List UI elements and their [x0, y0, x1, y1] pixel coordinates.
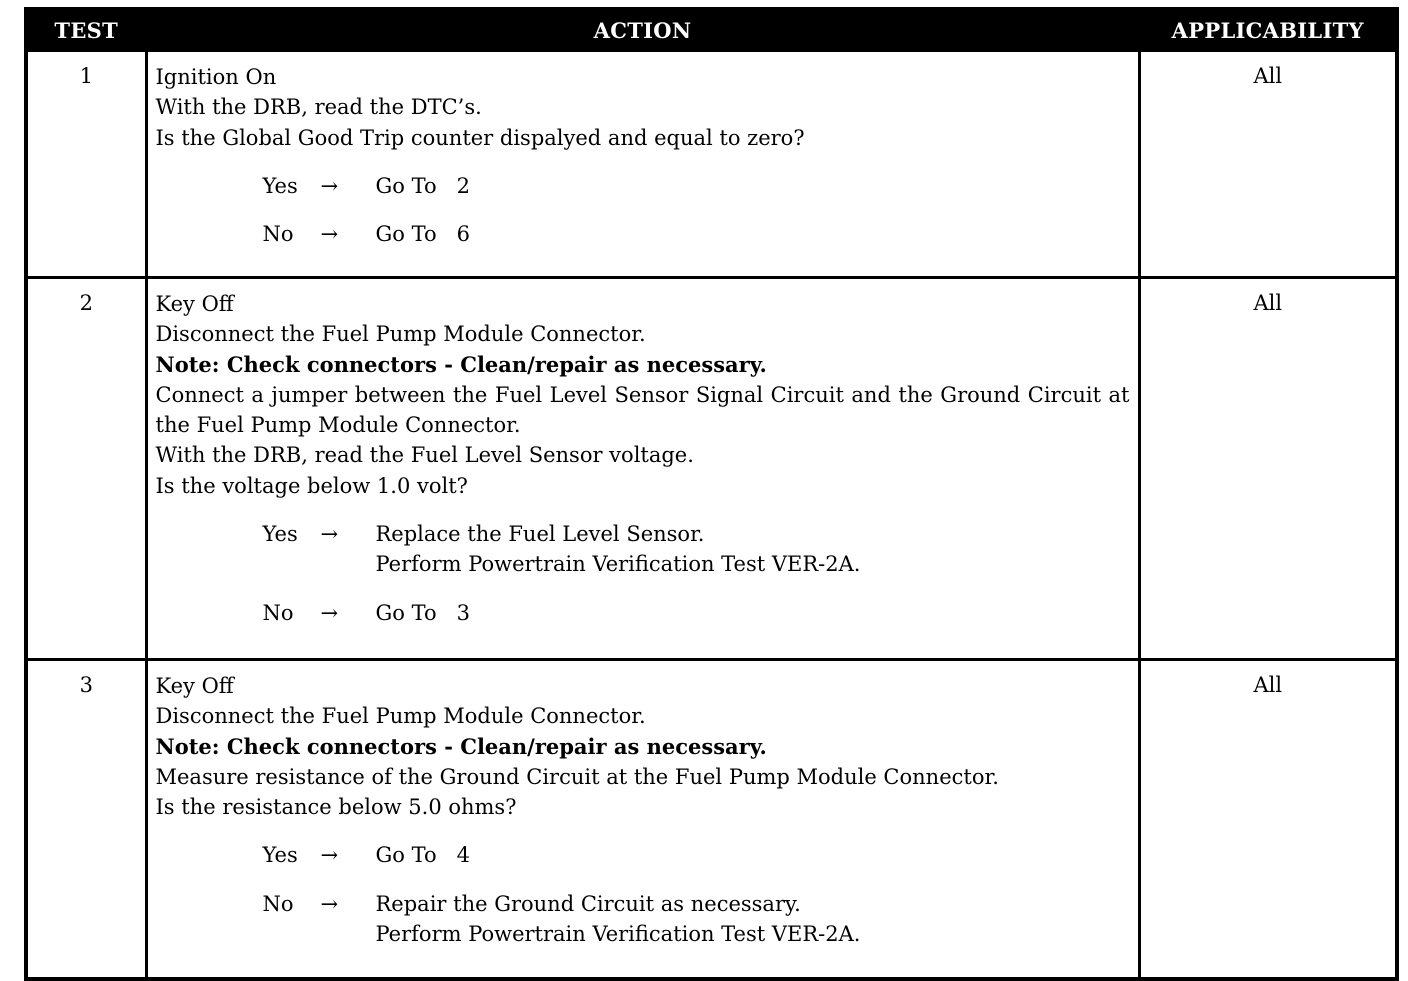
right-arrow-icon: →: [320, 843, 339, 868]
diagnostic-test-table: [24, 7, 1399, 981]
outcome-result: [376, 171, 471, 201]
answer-label: No: [262, 891, 294, 916]
result-line: Repair the Ground Circuit as necessary.: [375, 891, 801, 916]
applicability-value: All: [1139, 278, 1397, 660]
result-line: Go To 2: [375, 173, 470, 198]
outcome-result: [376, 889, 861, 950]
outcomes: [156, 171, 1130, 250]
action-cell: [146, 278, 1139, 660]
action-step: With the DRB, read the DTC’s.: [155, 95, 482, 120]
outcomes: [156, 519, 1130, 628]
outcome-result: [376, 219, 471, 249]
action-cell: [146, 51, 1139, 278]
header-applicability: APPLICABILITY: [1139, 9, 1397, 51]
action-step: Key Off: [155, 292, 234, 316]
answer-label: Yes: [262, 173, 298, 198]
table-header-row: [26, 9, 1397, 51]
result-line: Perform Powertrain Verification Test VER-2A.: [375, 922, 861, 947]
test-row-2: [26, 278, 1397, 660]
action-step: Ignition On: [155, 65, 277, 89]
right-arrow-icon: →: [320, 600, 339, 625]
header-test: TEST: [26, 9, 146, 51]
outcome-result: [376, 598, 471, 628]
test-row-1: [26, 51, 1397, 278]
test-row-3: [26, 660, 1397, 980]
right-arrow-icon: →: [320, 891, 339, 916]
outcome-yes: [263, 519, 1130, 580]
action-step: Disconnect the Fuel Pump Module Connector.: [155, 322, 646, 347]
header-action: ACTION: [146, 9, 1139, 51]
answer-label: Yes: [262, 522, 298, 547]
result-line: Perform Powertrain Verification Test VER-2A.: [375, 552, 861, 577]
action-question: Is the resistance below 5.0 ohms?: [155, 795, 517, 820]
action-step: Key Off: [155, 674, 234, 698]
action-step: Measure resistance of the Ground Circuit at the Fuel Pump Module Connector.: [155, 764, 999, 789]
test-number: 1: [26, 51, 146, 278]
result-line: Go To 3: [375, 600, 470, 625]
result-line: Replace the Fuel Level Sensor.: [375, 522, 705, 547]
outcome-yes: [263, 171, 1130, 201]
outcome-no: [263, 889, 1130, 950]
action-cell: [146, 660, 1139, 980]
test-number: 3: [26, 660, 146, 980]
outcome-no: [263, 598, 1130, 628]
outcome-no: [263, 219, 1130, 249]
action-step: Disconnect the Fuel Pump Module Connector.: [155, 704, 646, 729]
applicability-value: All: [1139, 51, 1397, 278]
action-step: Connect a jumper between the Fuel Level Sensor Signal Circuit and the Ground Circuit at the Fuel Pump Module Connector.: [155, 382, 1130, 438]
right-arrow-icon: →: [320, 522, 339, 547]
action-note: Note: Check connectors - Clean/repair as necessary.: [155, 733, 767, 759]
result-line: Go To 4: [375, 843, 470, 868]
action-question: Is the Global Good Trip counter dispalyed and equal to zero?: [155, 125, 805, 150]
applicability-value: All: [1139, 660, 1397, 980]
right-arrow-icon: →: [320, 173, 339, 198]
outcome-yes: [263, 840, 1130, 870]
action-question: Is the voltage below 1.0 volt?: [155, 473, 468, 498]
outcomes: [156, 840, 1130, 949]
action-step: With the DRB, read the Fuel Level Sensor voltage.: [155, 443, 694, 468]
test-number: 2: [26, 278, 146, 660]
outcome-result: [376, 519, 861, 580]
answer-label: Yes: [262, 843, 298, 868]
right-arrow-icon: →: [320, 222, 339, 247]
action-note: Note: Check connectors - Clean/repair as necessary.: [155, 351, 767, 377]
outcome-result: [376, 840, 471, 870]
answer-label: No: [262, 222, 294, 247]
result-line: Go To 6: [375, 222, 470, 247]
answer-label: No: [262, 600, 294, 625]
